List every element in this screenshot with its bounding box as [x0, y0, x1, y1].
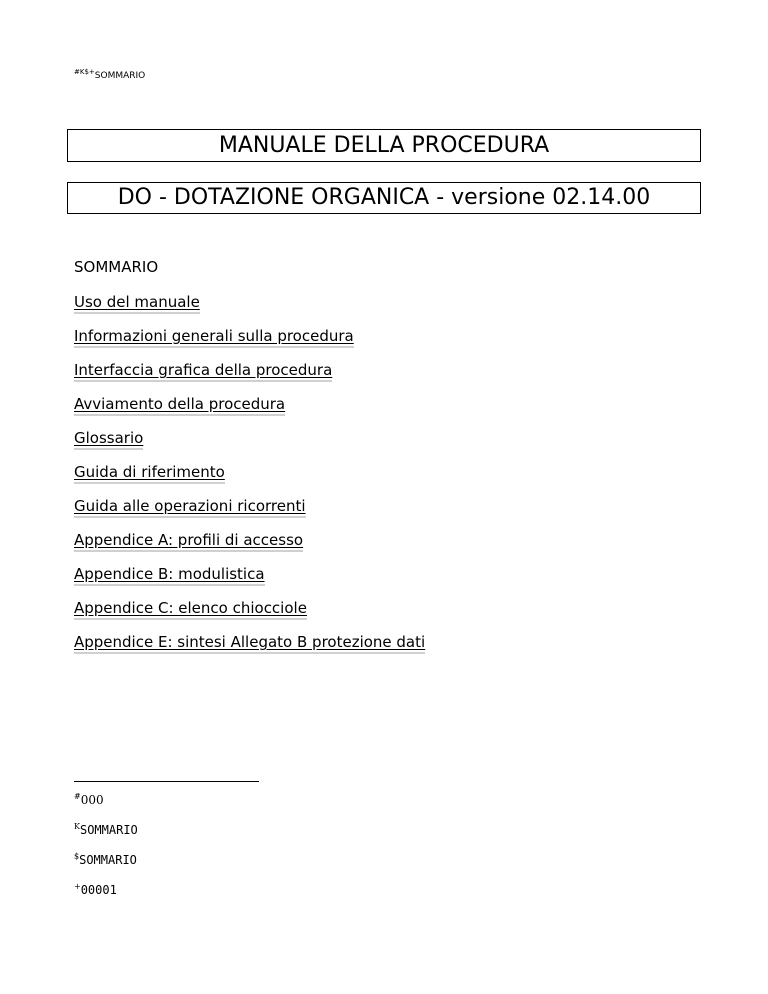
toc-link-appendice-a[interactable]: Appendice A: profili di accesso — [74, 531, 303, 552]
footnote-anchor-marker — [74, 66, 145, 82]
toc-item — [74, 632, 425, 666]
footnote-anchor-label: SOMMARIO — [94, 71, 146, 81]
summary-heading: SOMMARIO — [74, 258, 159, 276]
toc-item — [74, 428, 425, 462]
toc-item — [74, 530, 425, 564]
footnote-text: SOMMARIO — [79, 853, 137, 867]
footnote-anchor-symbols: #K$+ — [74, 68, 95, 76]
toc-item — [74, 564, 425, 598]
toc-link-guida-riferimento[interactable]: Guida di riferimento — [74, 463, 225, 484]
footnote-text: SOMMARIO — [79, 823, 138, 837]
toc-link-guida-operazioni[interactable]: Guida alle operazioni ricorrenti — [74, 497, 306, 518]
toc-link-interfaccia-grafica[interactable]: Interfaccia grafica della procedura — [74, 361, 332, 382]
toc-link-appendice-b[interactable]: Appendice B: modulistica — [74, 565, 265, 586]
procedure-title: DO - DOTAZIONE ORGANICA - versione 02.14.00 — [67, 182, 701, 214]
footnote-mark: K — [74, 822, 80, 831]
footnote-text: 000 — [80, 793, 104, 807]
toc-item — [74, 598, 425, 632]
footnote-browse-sequence — [74, 880, 117, 897]
footnote-mark: $ — [74, 852, 80, 861]
footnote-separator — [74, 781, 259, 782]
manual-title: MANUALE DELLA PROCEDURA — [67, 129, 701, 162]
toc-item — [74, 496, 425, 530]
toc-item — [74, 462, 425, 496]
toc-link-uso-del-manuale[interactable]: Uso del manuale — [74, 293, 200, 314]
footnote-keyword — [74, 820, 138, 837]
toc-link-informazioni-generali[interactable]: Informazioni generali sulla procedura — [74, 327, 354, 348]
footnote-mark: # — [74, 792, 81, 801]
toc-link-avviamento[interactable]: Avviamento della procedura — [74, 395, 285, 416]
footnote-hash — [74, 790, 104, 807]
toc-item — [74, 326, 425, 360]
table-of-contents — [74, 292, 425, 666]
footnote-mark: + — [74, 882, 81, 891]
toc-link-appendice-c[interactable]: Appendice C: elenco chiocciole — [74, 599, 307, 620]
toc-link-glossario[interactable]: Glossario — [74, 429, 143, 450]
toc-link-appendice-e[interactable]: Appendice E: sintesi Allegato B protezione dati — [74, 633, 425, 654]
toc-item — [74, 292, 425, 326]
toc-item — [74, 360, 425, 394]
toc-item — [74, 394, 425, 428]
footnote-title — [74, 850, 137, 867]
footnote-text: 00001 — [80, 883, 117, 897]
